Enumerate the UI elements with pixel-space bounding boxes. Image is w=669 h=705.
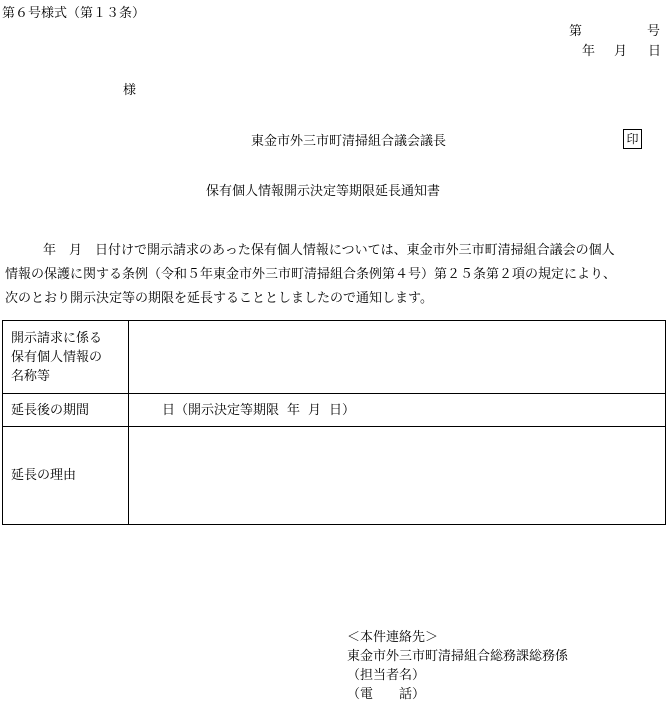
value-extended-period[interactable]: [129, 394, 666, 427]
label-info-name-line-3: 名称等: [11, 368, 51, 384]
period-month-text: 月: [308, 402, 322, 418]
contact-person: （担当者名）: [347, 668, 426, 683]
label-info-name-line-1: 開示請求に係る: [11, 330, 103, 346]
contact-department: 東金市外三市町清掃組合総務課総務係: [347, 649, 569, 664]
date-month: 月: [614, 44, 628, 59]
value-reason[interactable]: [129, 427, 666, 525]
body-text: [5, 239, 667, 311]
info-table: [2, 320, 666, 525]
addressee-honorific: 様: [123, 83, 137, 98]
label-reason: 延長の理由: [3, 427, 129, 525]
label-info-name-line-2: 保有個人情報の: [11, 349, 103, 365]
period-year-text: 年: [287, 402, 301, 418]
document-number-prefix: 第: [569, 24, 583, 39]
contact-block: [347, 628, 568, 704]
label-info-name: [3, 321, 129, 394]
contact-heading: ＜本件連絡先＞: [347, 630, 439, 645]
date-day: 日: [648, 44, 662, 59]
period-end-text: 日）: [329, 402, 356, 418]
sender-name: 東金市外三市町清掃組合議会議長: [251, 134, 447, 149]
contact-phone-open: （電: [347, 687, 374, 702]
document-number: [569, 20, 660, 39]
table-row-reason: [3, 427, 666, 525]
period-day-text: 日（開示決定等期限: [162, 402, 280, 418]
contact-phone-close: 話）: [399, 687, 426, 702]
date-year: 年: [582, 44, 596, 59]
body-line-1: 年 月 日付けで開示請求のあった保有個人情報については、東金市外三市町清掃組合議会の個人: [43, 243, 615, 258]
body-line-3: 次のとおり開示決定等の期限を延長することとしましたので通知します。: [5, 291, 433, 306]
table-row-info-name: [3, 321, 666, 394]
document-title: 保有個人情報開示決定等期限延長通知書: [206, 184, 441, 199]
document-number-suffix: 号: [647, 24, 661, 39]
document-date: [582, 40, 661, 59]
form-number: 第６号様式（第１３条）: [2, 6, 146, 21]
contact-phone: [347, 685, 568, 704]
body-line-2: 情報の保護に関する条例（令和５年東金市外三市町清掃組合条例第４号）第２５条第２項の規定により、: [5, 267, 617, 282]
label-extended-period: 延長後の期間: [3, 394, 129, 427]
seal-mark: 印: [623, 129, 642, 149]
value-info-name[interactable]: [129, 321, 666, 394]
table-row-extended-period: [3, 394, 666, 427]
